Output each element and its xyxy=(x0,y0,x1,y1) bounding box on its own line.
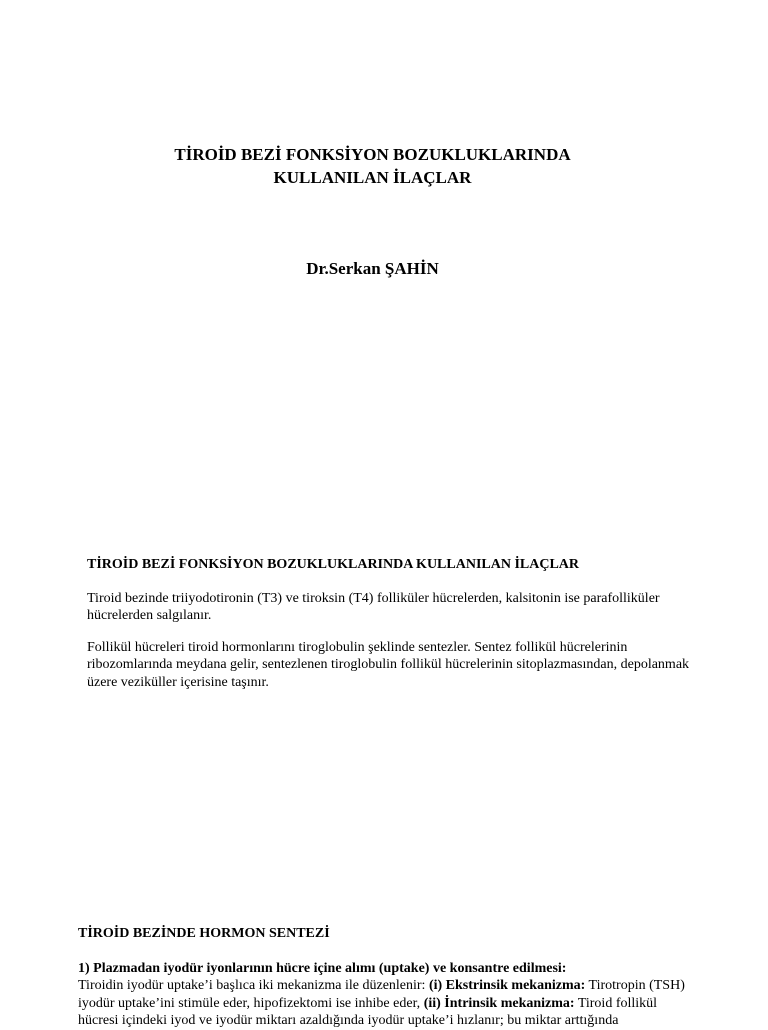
text-run-3: Tiroid follikül hücresi içindeki iyod ve iyodür miktarı azaldığında iyodür uptake’i hızlanır; bu miktar arttığında xyxy=(78,995,658,1028)
cover-title-line-2: KULLANILAN İLAÇLAR xyxy=(273,168,472,187)
bold-extrinsic: (i) Ekstrinsik mekanizma: xyxy=(428,978,586,993)
text-run-2: Tirotropin (TSH) iyodür uptake’ini stimüle eder, hipofizektomi ise inhibe eder, xyxy=(78,978,685,1011)
cover-title xyxy=(0,143,745,189)
section-intro xyxy=(87,556,697,705)
paragraph-iodide-uptake xyxy=(78,977,698,1030)
section-intro-heading: TİROİD BEZİ FONKSİYON BOZUKLUKLARINDA KULLANILAN İLAÇLAR xyxy=(87,557,580,572)
paragraph-synthesis: Follikül hücreleri tiroid hormonlarını tiroglobulin şeklinde sentezler. Sentez follikül hücrelerinin ribozomlarında meydana gelir, sentezlenen tiroglobulin follikül hücrelerinin sitoplazmasından, depolanmak üzere veziküller içerisine taşınır. xyxy=(87,639,690,690)
cover-title-line-1: TİROİD BEZİ FONKSİYON BOZUKLUKLARINDA xyxy=(174,145,571,164)
section-synthesis-heading: TİROİD BEZİNDE HORMON SENTEZİ xyxy=(78,926,330,941)
subheading-iodide-uptake: 1) Plazmadan iyodür iyonlarının hücre içine alımı (uptake) ve konsantre edilmesi: xyxy=(78,960,567,976)
bold-intrinsic: (ii) İntrinsik mekanizma: xyxy=(423,995,575,1011)
section-hormone-synthesis xyxy=(78,925,698,1030)
text-run-1: Tiroidin iyodür uptake’i başlıca iki mekanizma ile düzenlenir: xyxy=(78,978,429,993)
paragraph-hormones: Tiroid bezinde triiyodotironin (T3) ve tiroksin (T4) folliküler hücrelerden, kalsitonin ise parafolliküler hücrelerden salgılanır. xyxy=(87,590,660,623)
author-name: Dr.Serkan ŞAHİN xyxy=(306,259,439,278)
